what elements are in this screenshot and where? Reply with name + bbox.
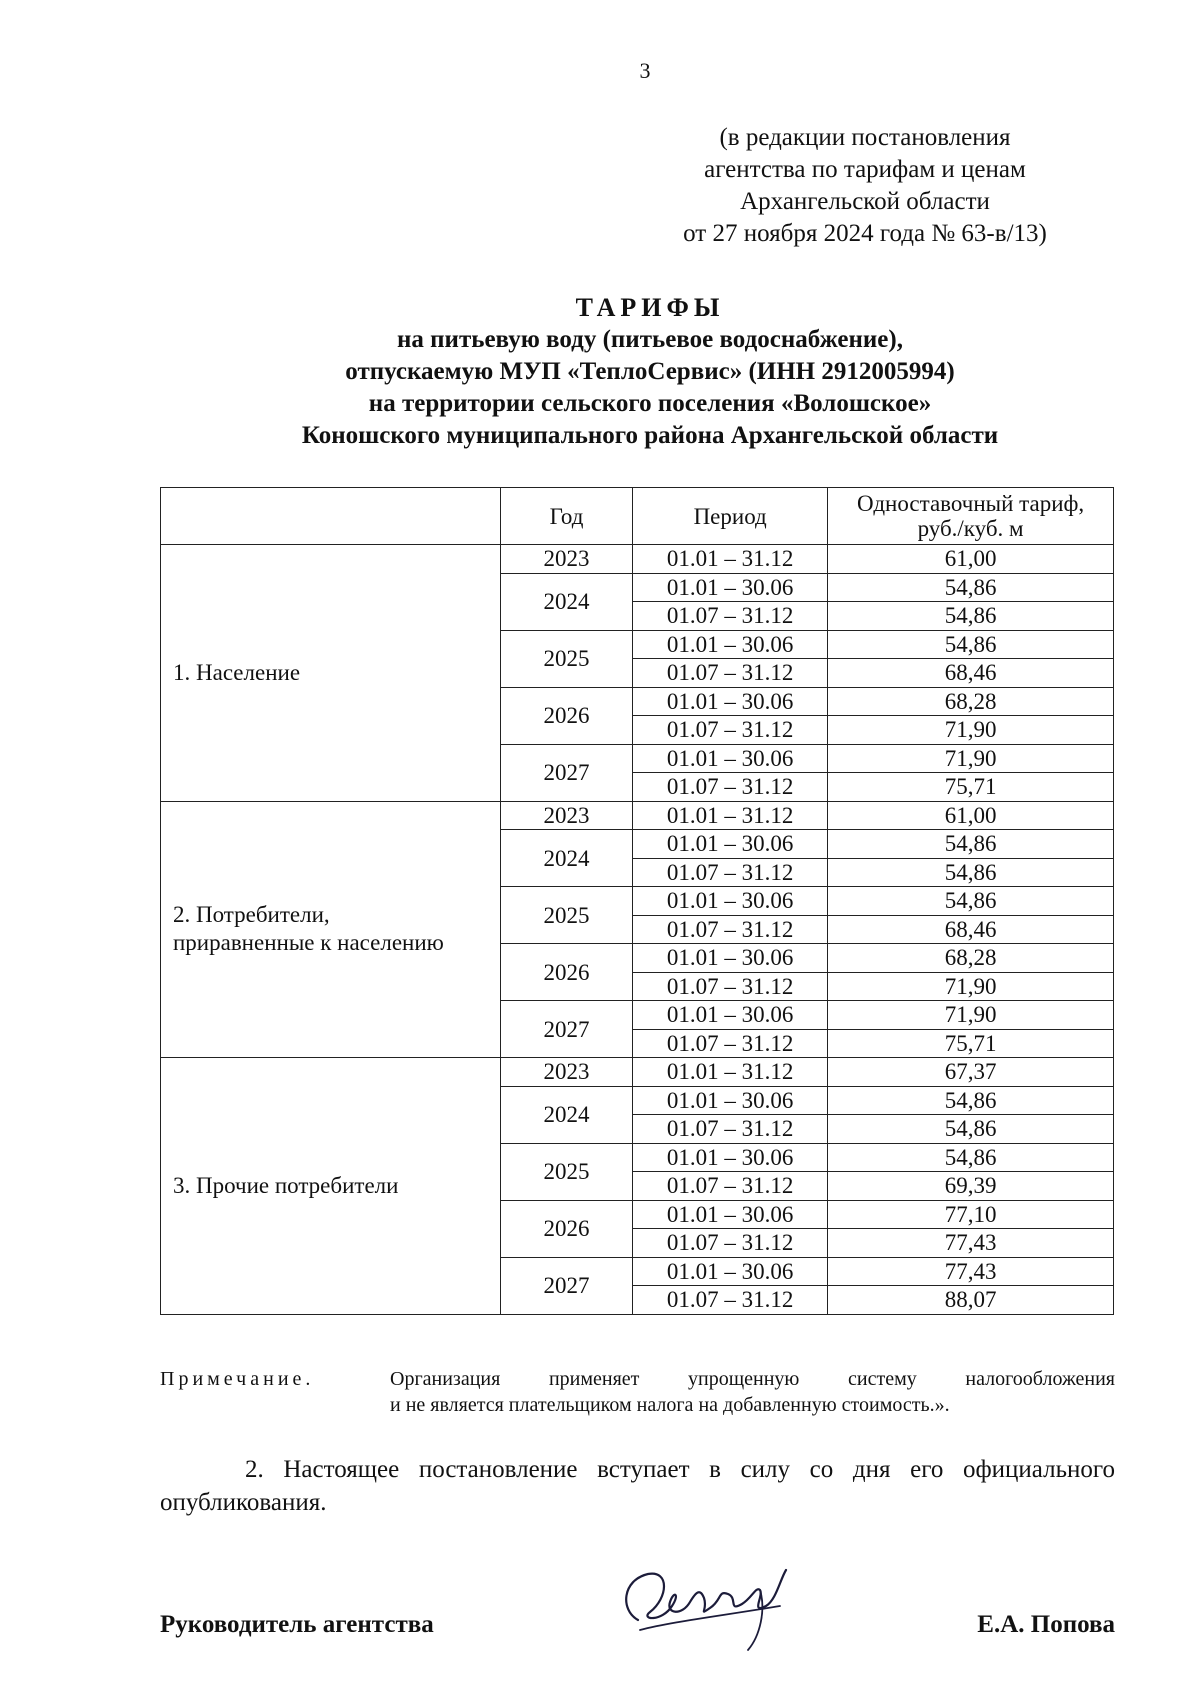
tariff-value-cell: 88,07 bbox=[828, 1286, 1114, 1315]
tariff-value-cell: 54,86 bbox=[828, 630, 1114, 659]
period-cell: 01.01 – 30.06 bbox=[633, 830, 828, 859]
title-line: на питьевую воду (питьевое водоснабжение), bbox=[397, 326, 903, 353]
year-cell: 2027 bbox=[500, 744, 632, 801]
paragraph-line: 2. Настоящее постановление вступает в силу со дня его официального bbox=[245, 1456, 1115, 1483]
category-cell bbox=[161, 801, 501, 1058]
tariff-value-cell: 67,37 bbox=[828, 1058, 1114, 1087]
tariff-value-cell: 61,00 bbox=[828, 801, 1114, 830]
year-cell: 2024 bbox=[500, 573, 632, 630]
tariff-value-cell: 54,86 bbox=[828, 573, 1114, 602]
table-row bbox=[161, 545, 1114, 574]
tariff-value-cell: 68,46 bbox=[828, 659, 1114, 688]
year-cell: 2027 bbox=[500, 1001, 632, 1058]
period-cell: 01.07 – 31.12 bbox=[633, 858, 828, 887]
period-cell: 01.01 – 30.06 bbox=[633, 1086, 828, 1115]
title-line: на территории сельского поселения «Волошское» bbox=[368, 390, 932, 417]
category-label-line: 2. Потребители, bbox=[173, 902, 330, 928]
header-tariff-line: руб./куб. м bbox=[917, 516, 1024, 541]
year-cell: 2026 bbox=[500, 944, 632, 1001]
year-cell: 2024 bbox=[500, 1086, 632, 1143]
period-cell: 01.07 – 31.12 bbox=[633, 659, 828, 688]
edition-reference bbox=[640, 122, 1090, 250]
signatory-role: Руководитель агентства bbox=[160, 1611, 434, 1638]
period-cell: 01.07 – 31.12 bbox=[633, 602, 828, 631]
effective-date-paragraph bbox=[160, 1453, 1115, 1519]
period-cell: 01.01 – 31.12 bbox=[633, 545, 828, 574]
table-header-row bbox=[161, 488, 1114, 545]
title-main: ТАРИФЫ bbox=[575, 293, 725, 322]
document-title bbox=[150, 292, 1150, 452]
period-cell: 01.07 – 31.12 bbox=[633, 716, 828, 745]
tariff-value-cell: 75,71 bbox=[828, 1029, 1114, 1058]
year-cell: 2027 bbox=[500, 1257, 632, 1314]
category-label-line: 3. Прочие потребители bbox=[173, 1172, 399, 1198]
tariff-value-cell: 77,43 bbox=[828, 1229, 1114, 1258]
note-line: Организация применяет упрощенную систему налогообложения bbox=[390, 1368, 1115, 1390]
year-cell: 2026 bbox=[500, 1200, 632, 1257]
edition-line: агентства по тарифам и ценам bbox=[704, 156, 1026, 183]
tariff-value-cell: 71,90 bbox=[828, 744, 1114, 773]
category-cell bbox=[161, 1058, 501, 1315]
tariff-value-cell: 54,86 bbox=[828, 1115, 1114, 1144]
header-period: Период bbox=[633, 488, 828, 545]
period-cell: 01.01 – 30.06 bbox=[633, 573, 828, 602]
year-cell: 2025 bbox=[500, 630, 632, 687]
signatory-name: Е.А. Попова bbox=[977, 1611, 1115, 1638]
period-cell: 01.07 – 31.12 bbox=[633, 1029, 828, 1058]
header-tariff bbox=[828, 488, 1114, 545]
tariff-value-cell: 54,86 bbox=[828, 1086, 1114, 1115]
period-cell: 01.07 – 31.12 bbox=[633, 1115, 828, 1144]
tariff-value-cell: 54,86 bbox=[828, 1143, 1114, 1172]
edition-line: (в редакции постановления bbox=[719, 124, 1011, 151]
table-row bbox=[161, 801, 1114, 830]
edition-line: Архангельской области bbox=[740, 188, 990, 215]
period-cell: 01.01 – 30.06 bbox=[633, 1200, 828, 1229]
period-cell: 01.01 – 30.06 bbox=[633, 1143, 828, 1172]
category-cell bbox=[161, 545, 501, 802]
note-text bbox=[390, 1366, 1115, 1418]
period-cell: 01.01 – 30.06 bbox=[633, 630, 828, 659]
period-cell: 01.07 – 31.12 bbox=[633, 972, 828, 1001]
edition-line: от 27 ноября 2024 года № 63-в/13) bbox=[683, 220, 1047, 247]
handwritten-signature bbox=[610, 1550, 810, 1660]
tariff-value-cell: 61,00 bbox=[828, 545, 1114, 574]
tariff-value-cell: 71,90 bbox=[828, 716, 1114, 745]
year-cell: 2025 bbox=[500, 1143, 632, 1200]
period-cell: 01.07 – 31.12 bbox=[633, 1286, 828, 1315]
tariff-value-cell: 71,90 bbox=[828, 972, 1114, 1001]
period-cell: 01.01 – 30.06 bbox=[633, 687, 828, 716]
tariff-value-cell: 54,86 bbox=[828, 830, 1114, 859]
tariff-value-cell: 68,28 bbox=[828, 944, 1114, 973]
period-cell: 01.07 – 31.12 bbox=[633, 915, 828, 944]
tariff-value-cell: 54,86 bbox=[828, 602, 1114, 631]
tariff-value-cell: 71,90 bbox=[828, 1001, 1114, 1030]
table-body bbox=[161, 545, 1114, 1315]
year-cell: 2024 bbox=[500, 830, 632, 887]
category-label-line: 1. Население bbox=[173, 659, 301, 685]
header-category bbox=[161, 488, 501, 545]
tariff-value-cell: 68,28 bbox=[828, 687, 1114, 716]
period-cell: 01.01 – 30.06 bbox=[633, 1001, 828, 1030]
note-label: Примечание. bbox=[160, 1368, 315, 1390]
paragraph-line: опубликования. bbox=[160, 1489, 327, 1516]
period-cell: 01.01 – 31.12 bbox=[633, 801, 828, 830]
header-tariff-line: Одноставочный тариф, bbox=[857, 491, 1085, 516]
period-cell: 01.07 – 31.12 bbox=[633, 1172, 828, 1201]
tariff-value-cell: 54,86 bbox=[828, 887, 1114, 916]
year-cell: 2025 bbox=[500, 887, 632, 944]
title-line: Коношского муниципального района Архангельской области bbox=[301, 422, 999, 449]
title-line: отпускаемую МУП «ТеплоСервис» (ИНН 2912005994) bbox=[345, 358, 955, 385]
period-cell: 01.07 – 31.12 bbox=[633, 1229, 828, 1258]
tariff-value-cell: 77,43 bbox=[828, 1257, 1114, 1286]
category-label-line: приравненные к населению bbox=[173, 930, 444, 956]
tariff-value-cell: 75,71 bbox=[828, 773, 1114, 802]
period-cell: 01.01 – 30.06 bbox=[633, 1257, 828, 1286]
note-line: и не является плательщиком налога на добавленную стоимость.». bbox=[390, 1394, 950, 1416]
period-cell: 01.01 – 30.06 bbox=[633, 944, 828, 973]
tariff-value-cell: 69,39 bbox=[828, 1172, 1114, 1201]
year-cell: 2026 bbox=[500, 687, 632, 744]
tariff-table bbox=[160, 487, 1114, 1315]
year-cell: 2023 bbox=[500, 801, 632, 830]
page-number: 3 bbox=[639, 58, 651, 83]
period-cell: 01.01 – 31.12 bbox=[633, 1058, 828, 1087]
header-year: Год bbox=[500, 488, 632, 545]
period-cell: 01.01 – 30.06 bbox=[633, 887, 828, 916]
year-cell: 2023 bbox=[500, 545, 632, 574]
tariff-value-cell: 54,86 bbox=[828, 858, 1114, 887]
tariff-value-cell: 68,46 bbox=[828, 915, 1114, 944]
year-cell: 2023 bbox=[500, 1058, 632, 1087]
tariff-value-cell: 77,10 bbox=[828, 1200, 1114, 1229]
period-cell: 01.07 – 31.12 bbox=[633, 773, 828, 802]
table-row bbox=[161, 1058, 1114, 1087]
period-cell: 01.01 – 30.06 bbox=[633, 744, 828, 773]
